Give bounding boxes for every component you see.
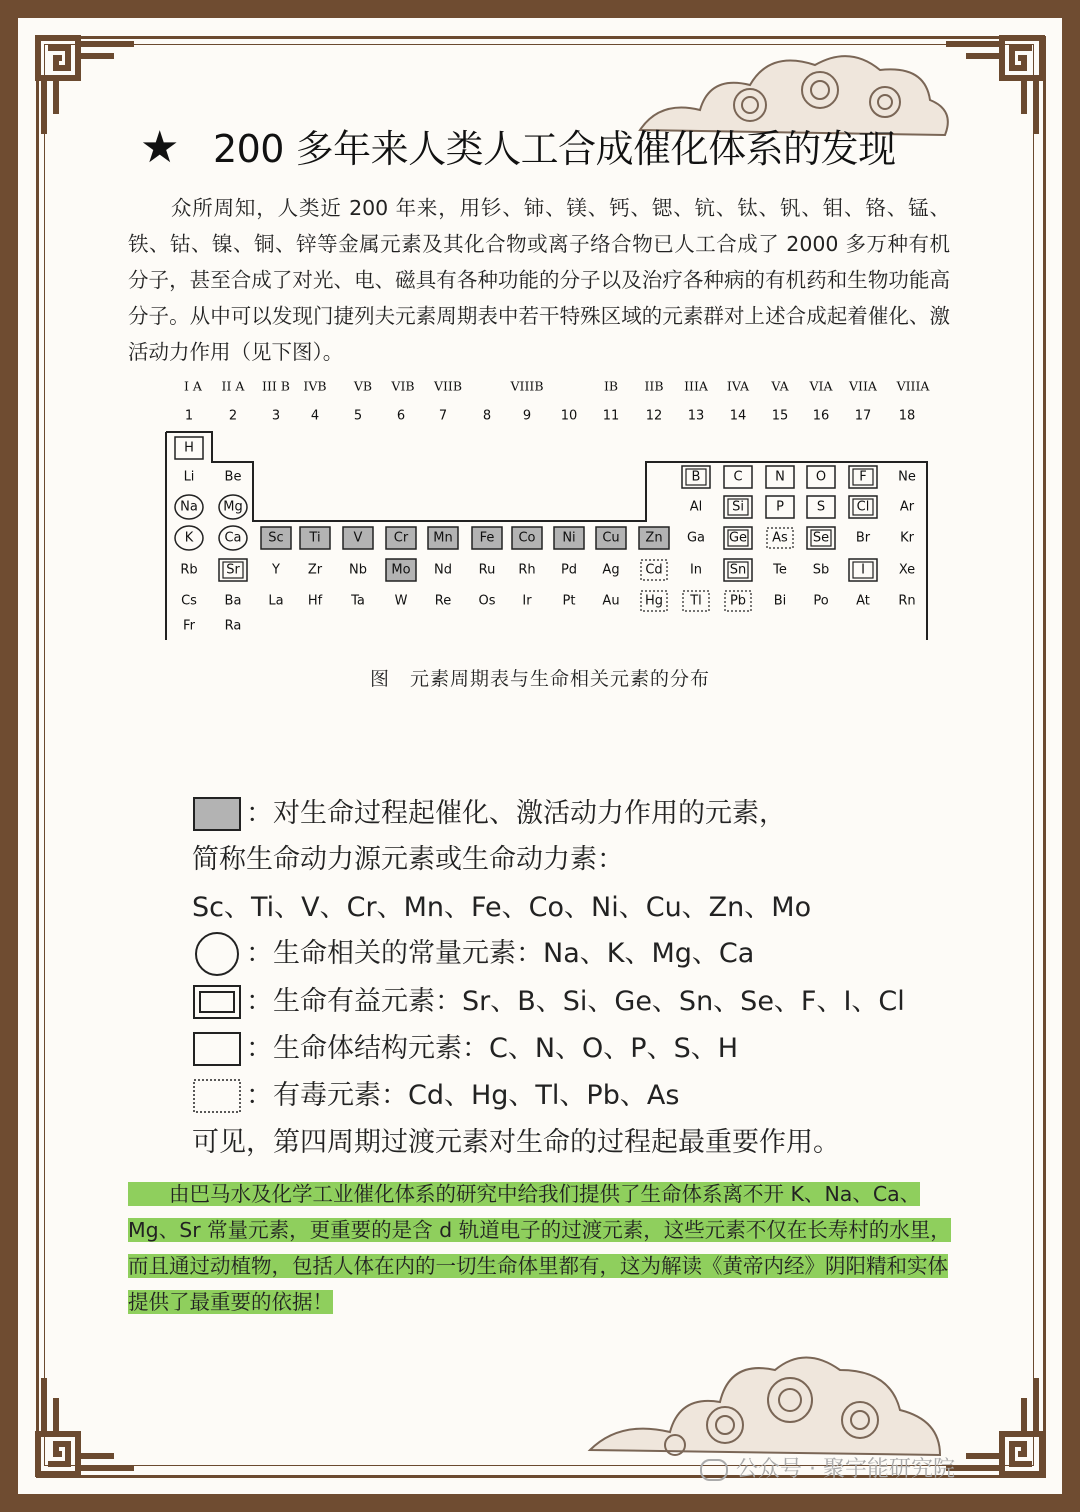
element-symbol: Po (813, 593, 829, 609)
legend-catalytic-line2: 简称生命动力源元素或生命动力素： (192, 844, 624, 875)
element-Tl (683, 591, 709, 611)
legend-catalytic-line2-row (192, 838, 952, 882)
element-Br (856, 531, 871, 546)
fret-corner-bottom-left (34, 1368, 144, 1478)
double-box-swatch-icon (192, 984, 242, 1020)
element-Hf (308, 594, 323, 609)
group-number: 7 (438, 408, 448, 424)
element-Nb (349, 563, 367, 578)
element-Fe (472, 527, 502, 549)
element-Sn (724, 559, 752, 581)
group-number: 18 (898, 408, 916, 424)
element-Sb (813, 563, 830, 578)
element-Te (772, 563, 787, 578)
element-symbol: Sn (729, 562, 747, 578)
element-symbol: K (184, 530, 194, 546)
element-Ga (687, 531, 705, 546)
legend-beneficial (192, 980, 952, 1024)
group-number: 16 (812, 408, 830, 424)
element-symbol: Cu (602, 530, 620, 546)
element-symbol: N (775, 469, 785, 485)
element-symbol: Kr (900, 530, 914, 546)
element-symbol: Y (272, 562, 280, 578)
element-symbol: Fe (479, 530, 495, 546)
element-H (175, 437, 203, 459)
element-symbol: Zn (645, 530, 663, 546)
element-O (807, 466, 835, 488)
element-Y (271, 563, 280, 578)
element-symbol: Ne (898, 469, 916, 485)
element-symbol: C (733, 469, 743, 485)
element-symbol: Au (602, 593, 620, 609)
element-symbol: Ir (522, 593, 532, 609)
legend-conclusion (192, 1121, 952, 1165)
element-symbol: Pt (562, 593, 576, 609)
watermark-text: 公众号 · 聚宇能研究院 (736, 1457, 955, 1482)
legend-toxic (192, 1074, 952, 1118)
element-Xe (899, 563, 915, 578)
group-number: 6 (396, 408, 406, 424)
element-symbol: Be (224, 469, 242, 485)
element-Ra (225, 619, 242, 634)
element-Si (724, 496, 752, 518)
group-label: III B (262, 378, 290, 394)
dotted-box-swatch-icon (192, 1078, 242, 1114)
cloud-ornament-bottom (580, 1340, 960, 1470)
element-Re (435, 594, 451, 609)
element-Nd (434, 563, 452, 578)
fret-corner-top-left (34, 34, 144, 144)
element-Rh (518, 563, 535, 578)
element-symbol: At (856, 593, 870, 609)
element-symbol: Al (689, 499, 703, 515)
element-Se (807, 527, 835, 549)
group-number: 2 (228, 408, 238, 424)
element-symbol: Re (434, 593, 452, 609)
group-label: VIIA (849, 378, 877, 394)
element-symbol: Ge (728, 530, 748, 546)
element-symbol: Si (732, 499, 744, 515)
group-number: 1 (184, 408, 194, 424)
box-swatch-icon (192, 1031, 242, 1067)
catalytic-swatch-icon (192, 796, 242, 832)
group-label: IIB (644, 378, 664, 394)
element-symbol: W (394, 593, 408, 609)
group-label: IVB (303, 378, 327, 394)
intro-paragraph-text: 众所周知，人类近 200 年来，用钐、铈、镁、钙、锶、钪、钛、钒、钼、铬、锰、铁、钴、镍、铜、锌等金属元素及其化合物或离子络合物已人工合成了 2000 多万种有机分子，甚至合成了对光、电、磁具有各种功能的分子以及治疗各种病的有机药和生物功能高分子。从中可以发现门捷列夫元素周期表中若干特殊区域的元素群对上述合成起着催化、激活动力作用（见下图）。 (128, 196, 950, 364)
element-symbol: Sb (812, 562, 830, 578)
element-At (856, 594, 870, 609)
element-symbol: P (776, 499, 784, 515)
element-S (807, 496, 835, 518)
element-symbol: Sc (268, 530, 284, 546)
element-symbol: Xe (898, 562, 916, 578)
element-N (766, 466, 794, 488)
element-symbol: F (859, 469, 867, 485)
legend-catalytic (192, 792, 952, 836)
element-Li (184, 470, 195, 485)
element-Po (813, 594, 828, 609)
group-number: 17 (854, 408, 872, 424)
element-Na (175, 495, 203, 519)
highlighted-paragraph-text: 由巴马水及化学工业催化体系的研究中给我们提供了生命体系离不开 K、Na、Ca、Mg、Sr 常量元素，更重要的是含 d 轨道电子的过渡元素，这些元素不仅在长寿村的水里，而且通过动植物，包括人体在内的一切生命体里都有，这为解读《黄帝内经》阴阳精和实体提供了最重要的依据！ (128, 1182, 951, 1314)
element-symbol: Ca (224, 530, 242, 546)
group-number: 11 (602, 408, 620, 424)
element-symbol: Cr (393, 530, 409, 546)
element-Ne (898, 470, 916, 485)
element-symbol: Cd (645, 562, 663, 578)
element-symbol: Te (773, 562, 787, 578)
element-Sc (261, 527, 291, 549)
group-label: VB (353, 378, 373, 394)
element-Cl (849, 496, 877, 518)
element-symbol: Ta (351, 593, 365, 609)
element-Ca (219, 526, 247, 550)
element-symbol: Co (518, 530, 536, 546)
element-Sr (219, 559, 247, 581)
element-I (849, 559, 877, 581)
element-symbol: Ar (899, 499, 915, 515)
element-Fr (183, 619, 196, 634)
element-symbol: Tl (690, 593, 702, 609)
legend-catalytic-line3: Sc、Ti、V、Cr、Mn、Fe、Co、Ni、Cu、Zn、Mo (192, 892, 812, 923)
element-W (395, 594, 408, 609)
element-symbol: As (772, 530, 788, 546)
element-symbol: Na (180, 499, 198, 515)
element-symbol: Ba (224, 593, 242, 609)
page-title-text: 200 多年来人类人工合成催化体系的发现 (212, 127, 896, 171)
element-Ru (479, 563, 496, 578)
group-number: 5 (353, 408, 363, 424)
element-symbol: Se (812, 530, 830, 546)
figure-caption: 图 元素周期表与生命相关元素的分布 (369, 668, 710, 690)
element-Au (602, 594, 619, 609)
element-K (175, 526, 203, 550)
star-icon: ★ (140, 122, 179, 173)
element-In (690, 563, 702, 578)
element-Mg (219, 495, 247, 519)
group-label: I A (184, 378, 202, 394)
group-label: VIIB (433, 378, 463, 394)
element-B (682, 466, 710, 488)
group-label: VIA (809, 378, 833, 394)
group-label: IIIA (684, 378, 708, 394)
group-number: 15 (771, 408, 789, 424)
element-symbol: Nd (434, 562, 452, 578)
group-number: 8 (482, 408, 492, 424)
element-Ti (300, 527, 330, 549)
element-symbol: La (268, 593, 284, 609)
element-Cs (181, 594, 197, 609)
element-symbol: Rb (180, 562, 198, 578)
wechat-icon (700, 1459, 728, 1481)
group-label: VA (771, 378, 789, 394)
element-Ag (602, 563, 619, 578)
element-Hg (641, 591, 667, 611)
watermark (700, 1452, 1040, 1486)
circle-swatch-icon (192, 932, 244, 976)
element-symbol: S (816, 499, 826, 515)
legend-structural (192, 1027, 952, 1071)
element-symbol: Cl (856, 499, 870, 515)
legend-constant-text: ：生命相关的常量元素：Na、K、Mg、Ca (246, 938, 755, 969)
element-symbol: Li (183, 469, 195, 485)
element-symbol: Ga (686, 530, 706, 546)
element-As (767, 528, 793, 548)
element-Zr (308, 563, 323, 578)
element-symbol: I (861, 562, 865, 578)
element-Be (225, 470, 242, 485)
element-Al (690, 500, 703, 515)
element-Ar (900, 500, 915, 515)
element-Pb (725, 591, 751, 611)
element-symbol: Ag (602, 562, 620, 578)
group-label: II A (221, 378, 245, 394)
element-symbol: Nb (349, 562, 367, 578)
element-symbol: Mg (223, 499, 243, 515)
element-Ta (350, 594, 365, 609)
intro-paragraph (128, 190, 950, 370)
element-Mn (428, 527, 458, 549)
element-Ba (225, 594, 242, 609)
element-Ge (724, 527, 752, 549)
element-symbol: Zr (307, 562, 323, 578)
legend-beneficial-text: ：生命有益元素：Sr、B、Si、Ge、Sn、Se、F、I、Cl (246, 986, 905, 1017)
element-symbol: V (353, 530, 363, 546)
element-La (268, 594, 283, 609)
element-Co (512, 527, 542, 549)
group-number: 3 (271, 408, 281, 424)
element-Mo (386, 559, 416, 581)
element-Zn (639, 527, 669, 549)
group-number: 12 (645, 408, 663, 424)
element-C (724, 466, 752, 488)
group-number: 9 (522, 408, 532, 424)
element-symbol: Rh (518, 562, 536, 578)
element-symbol: B (691, 469, 701, 485)
legend-catalytic-line1: ：对生命过程起催化、激活动力作用的元素， (246, 798, 786, 829)
group-label: VIIIB (510, 378, 544, 394)
legend-catalytic-line3-row (192, 886, 952, 930)
element-P (766, 496, 794, 518)
element-Bi (774, 594, 787, 609)
element-Kr (900, 531, 915, 546)
element-Rb (180, 563, 197, 578)
group-label: VIB (391, 378, 415, 394)
legend-constant (192, 932, 952, 976)
element-symbol: Os (478, 593, 496, 609)
group-label: IB (603, 378, 619, 394)
element-Os (478, 594, 495, 609)
element-Cd (641, 560, 667, 580)
highlighted-paragraph: ​由巴马水及化学工业催化体系的研究中给我们提供了生命体系离不开 K、Na、Ca、Mg、Sr 常量元素，更重要的是含 d 轨道电子的过渡元素，这些元素不仅在长寿村的水里，而且通过动植物，包括人体在内的一切生命体里都有，这为解读《黄帝内经》阴阳精和实体提供了最重要的依据！ (128, 1182, 951, 1314)
legend-conclusion-text: 可见，第四周期过渡元素对生命的过程起最重要作用。 (192, 1127, 840, 1158)
element-F (849, 466, 877, 488)
element-symbol: Br (855, 530, 871, 546)
element-symbol: Hg (644, 593, 664, 609)
group-number: 10 (560, 408, 578, 424)
element-V (343, 527, 373, 549)
element-symbol: Mo (391, 562, 411, 578)
group-label: IVA (726, 378, 750, 394)
element-symbol: Fr (183, 618, 195, 634)
element-symbol: H (184, 440, 194, 456)
element-symbol: Pb (729, 593, 747, 609)
element-symbol: Bi (773, 593, 787, 609)
legend-toxic-text: ：有毒元素：Cd、Hg、Tl、Pb、As (246, 1080, 680, 1111)
element-symbol: Hf (307, 593, 323, 609)
element-symbol: Rn (898, 593, 916, 609)
element-symbol: Ra (224, 618, 242, 634)
element-symbol: In (689, 562, 703, 578)
group-label: VIIIA (896, 378, 930, 394)
element-symbol: Sr (226, 562, 240, 578)
element-symbol: Ni (562, 530, 576, 546)
periodic-table (155, 372, 955, 644)
element-symbol: O (815, 469, 827, 485)
element-symbol: Ti (309, 530, 321, 546)
element-symbol: Pd (560, 562, 578, 578)
element-Cu (596, 527, 626, 549)
group-number: 4 (310, 408, 320, 424)
element-Rn (898, 594, 915, 609)
element-Pd (561, 563, 577, 578)
group-number: 13 (687, 408, 705, 424)
element-Ir (522, 594, 532, 609)
group-number: 14 (729, 408, 747, 424)
element-Ni (554, 527, 584, 549)
element-Pt (563, 594, 576, 609)
page-title (140, 118, 960, 174)
legend-structural-text: ：生命体结构元素：C、N、O、P、S、H (246, 1033, 739, 1064)
element-symbol: Mn (433, 530, 453, 546)
element-symbol: Ru (478, 562, 496, 578)
element-symbol: Cs (181, 593, 197, 609)
element-Cr (386, 527, 416, 549)
